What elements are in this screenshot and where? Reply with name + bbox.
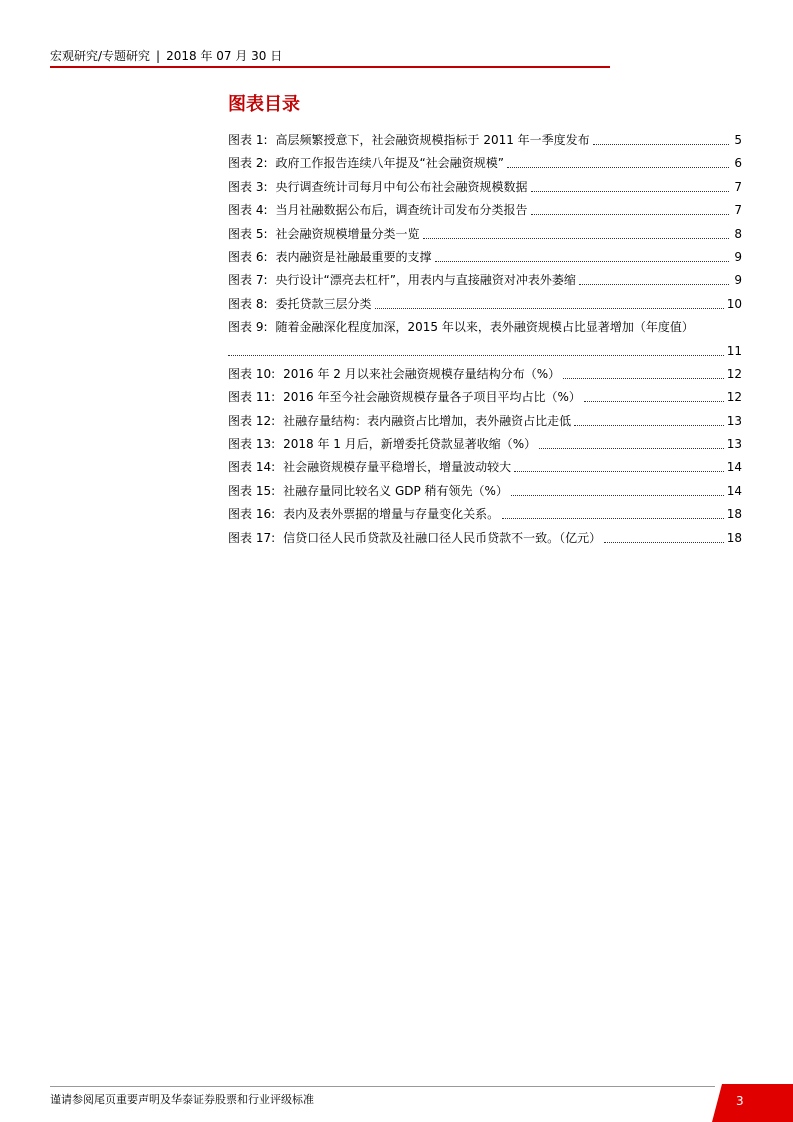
toc-dot-leader: [435, 260, 729, 262]
toc-entry-page: 11: [726, 343, 742, 358]
toc-entry-page: 18: [726, 507, 742, 522]
toc-entry-number: 图表 13:: [228, 437, 276, 452]
toc-dot-leader: [423, 237, 729, 239]
toc-entry-title: 社会融资规模增量分类一览: [275, 226, 420, 241]
toc-dot-leader: [563, 377, 724, 379]
toc-entry-title: 信贷口径人民币贷款及社融口径人民币贷款不一致。（亿元）: [283, 530, 602, 545]
toc-entry-number: 图表 9:: [228, 320, 268, 335]
toc-entry-page: 9: [734, 249, 742, 264]
running-header: [50, 48, 610, 66]
toc-entry-title: 表内融资是社融最重要的支撑: [275, 249, 432, 264]
toc-entry[interactable]: [228, 530, 742, 546]
toc-dot-leader: [228, 354, 724, 356]
toc-entry-page: 12: [726, 390, 742, 405]
toc-entry-number: 图表 11:: [228, 390, 276, 405]
toc-entry-title: 2016 年 2 月以来社会融资规模存量结构分布（%）: [283, 366, 561, 381]
toc-entry[interactable]: [228, 226, 742, 242]
toc-entry[interactable]: [228, 506, 742, 522]
footer-rule: [50, 1086, 715, 1087]
toc-entry-title: 央行调查统计司每月中旬公布社会融资规模数据: [275, 179, 528, 194]
toc-entry[interactable]: [228, 202, 742, 218]
table-of-figures: [228, 132, 742, 553]
toc-dot-leader: [507, 166, 729, 168]
toc-entry-page: 6: [734, 156, 742, 171]
toc-entry-title: 随着金融深化程度加深，2015 年以来，表外融资规模占比显著增加（年度值）: [275, 320, 694, 335]
toc-dot-leader: [604, 541, 724, 543]
toc-entry[interactable]: [228, 132, 742, 148]
toc-entry-page: 8: [734, 226, 742, 241]
toc-entry-number: 图表 10:: [228, 366, 276, 381]
toc-entry[interactable]: [228, 155, 742, 171]
toc-entry-number: 图表 2:: [228, 156, 268, 171]
header-separator: |: [156, 49, 161, 63]
toc-entry-number: 图表 17:: [228, 530, 276, 545]
toc-entry-title: 政府工作报告连续八年提及“社会融资规模”: [275, 156, 504, 171]
toc-entry-number: 图表 7:: [228, 273, 268, 288]
toc-entry-page: 18: [726, 530, 742, 545]
toc-entry-title: 委托贷款三层分类: [275, 296, 372, 311]
toc-dot-leader: [514, 470, 724, 472]
toc-entry-page: 7: [734, 179, 742, 194]
toc-entry-page: 7: [734, 203, 742, 218]
header-date: 2018 年 07 月 30 日: [166, 49, 283, 63]
page-number-badge: [712, 1084, 793, 1122]
toc-dot-leader: [579, 283, 729, 285]
toc-entry-page: 14: [726, 483, 742, 498]
toc-entry[interactable]: [228, 483, 742, 499]
toc-entry[interactable]: [228, 389, 742, 405]
toc-entry[interactable]: [228, 319, 742, 358]
toc-entry[interactable]: [228, 296, 742, 312]
toc-entry-number: 图表 6:: [228, 249, 268, 264]
toc-entry-number: 图表 8:: [228, 296, 268, 311]
toc-entry[interactable]: [228, 436, 742, 452]
toc-entry-title: 社融存量同比较名义 GDP 稍有领先（%）: [283, 483, 508, 498]
toc-entry[interactable]: [228, 413, 742, 429]
toc-entry-page: 5: [734, 133, 742, 147]
toc-dot-leader: [375, 307, 724, 309]
header-rule: [50, 66, 610, 68]
header-section: 宏观研究/专题研究: [50, 49, 151, 63]
toc-dot-leader: [531, 213, 729, 215]
toc-entry-number: 图表 15:: [228, 483, 276, 498]
toc-entry-number: 图表 5:: [228, 226, 268, 241]
toc-entry[interactable]: [228, 249, 742, 265]
toc-dot-leader: [502, 517, 724, 519]
toc-entry[interactable]: [228, 366, 742, 382]
toc-title: 图表目录: [228, 94, 300, 115]
toc-dot-leader: [539, 447, 724, 449]
toc-entry-number: 图表 1:: [228, 133, 268, 147]
toc-entry-title: 央行设计“漂亮去杠杆”，用表内与直接融资对冲表外萎缩: [275, 273, 576, 288]
toc-entry-title: 当月社融数据公布后，调查统计司发布分类报告: [275, 203, 528, 218]
toc-entry-title: 社融存量结构：表内融资占比增加，表外融资占比走低: [283, 413, 572, 428]
toc-entry[interactable]: [228, 179, 742, 195]
toc-dot-leader: [593, 143, 729, 145]
footer-disclaimer: 谨请参阅尾页重要声明及华泰证券股票和行业评级标准: [50, 1093, 314, 1106]
toc-entry-page: 13: [726, 413, 742, 428]
toc-entry-page: 14: [726, 460, 742, 475]
toc-entry-title: 2016 年至今社会融资规模存量各子项目平均占比（%）: [283, 390, 581, 405]
toc-dot-leader: [574, 424, 724, 426]
toc-entry-number: 图表 16:: [228, 507, 276, 522]
toc-entry-number: 图表 12:: [228, 413, 276, 428]
toc-dot-leader: [584, 400, 724, 402]
toc-entry-page: 10: [726, 296, 742, 311]
toc-entry-number: 图表 14:: [228, 460, 276, 475]
toc-entry[interactable]: [228, 459, 742, 475]
toc-dot-leader: [531, 190, 729, 192]
page-number: 3: [736, 1094, 744, 1108]
toc-entry-page: 13: [726, 437, 742, 452]
toc-entry-page: 12: [726, 366, 742, 381]
toc-entry[interactable]: [228, 272, 742, 288]
toc-entry-page: 9: [734, 273, 742, 288]
toc-entry-title: 社会融资规模存量平稳增长，增量波动较大: [283, 460, 512, 475]
toc-entry-title: 高层频繁授意下，社会融资规模指标于 2011 年一季度发布: [275, 133, 590, 147]
toc-entry-number: 图表 3:: [228, 179, 268, 194]
toc-entry-title: 2018 年 1 月后，新增委托贷款显著收缩（%）: [283, 437, 537, 452]
toc-entry-title: 表内及表外票据的增量与存量变化关系。: [283, 507, 500, 522]
toc-entry-number: 图表 4:: [228, 203, 268, 218]
toc-dot-leader: [511, 494, 724, 496]
